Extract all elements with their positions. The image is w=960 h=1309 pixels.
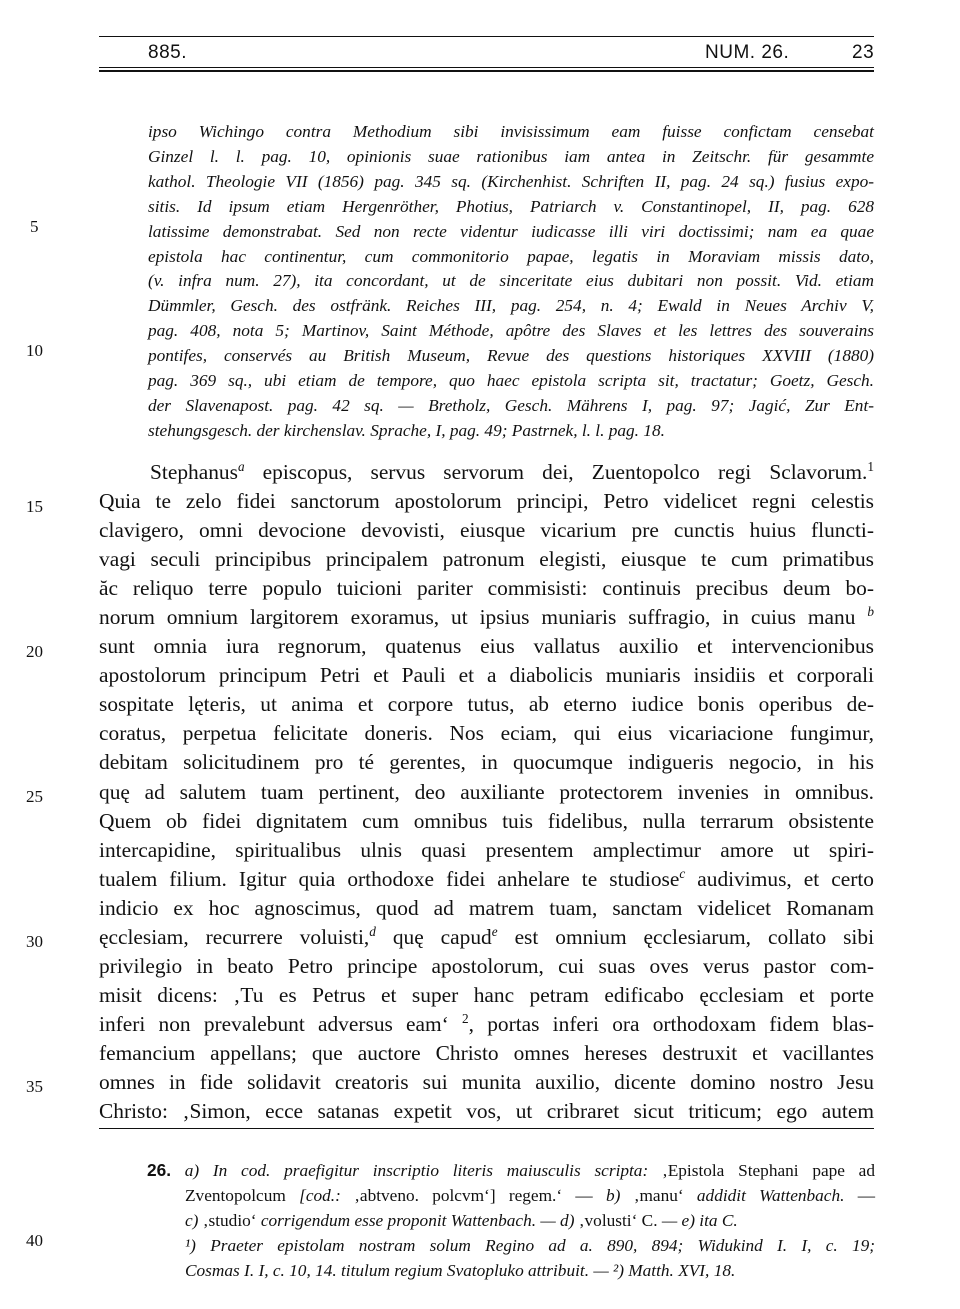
letter-line: vagi seculi principibus principalem patronum elegisti, eiusque te cum primatibus (99, 547, 874, 572)
intro-line: ipso Wichingo contra Methodium sibi invisissimum eam fuisse confictam censebat (148, 122, 874, 141)
letter-line: Quia te zelo fidei sanctorum apostolorum principi, Petro videlicet regni celestis (99, 489, 874, 514)
letter-line: femancium appellans; que auctore Christo omnes hereses destruxit et vacillantes (99, 1040, 874, 1065)
letter-line: Quem ob fidei dignitatem cum omnibus tuis fidelibus, nulla terrarum obsistente (99, 808, 874, 833)
intro-line: (v. infra num. 27), ita concordant, ut de sinceritate eius dubitari non possit. Vid. etiam (148, 271, 874, 291)
letter-line: privilegio in beato Petro principe apostolorum, cui suas oves verus pastor com- (99, 953, 874, 978)
intro-line: epistola hac continentur, cum commonitorio papae, legatis in Moraviam missis dato, (148, 246, 874, 266)
letter-line: norum omnium largitorem exoramus, ut ipsius muniaris suffragio, in cuius manu $^b$ (99, 604, 874, 630)
header-rule-2 (99, 70, 874, 72)
footnote-separator (99, 1128, 874, 1129)
intro-line: Ginzel l. l. pag. 10, opinionis suae rationibus iam antea in Zeitschr. für gesammte (148, 146, 874, 166)
letter-line: ęcclesiam, recurrere voluisti,$^d$ quę capud$^e$ est omnium ęcclesiarum, collato sibi (99, 923, 875, 949)
letter-line: debitam solicitudinem pro té gerentes, in quocumque indigueris negocio, in his (99, 750, 874, 775)
page-header-right: 23 (852, 42, 875, 63)
letter-line: sospitate lęteris, ut anima et corpore tutus, ab eterno iudice bonis operibus de- (99, 692, 874, 717)
letter-line: tualem filium. Igitur quia orthodoxe fidei anhelare te studiose$^c$ audivimus, et certo (99, 865, 875, 891)
page-header-center: NUM. 26. (705, 42, 790, 63)
main-text (99, 458, 874, 1126)
footnote-line: Zventopolcum [cod.: ‚abtveno. polcvm‘] regem.‘ — b) ‚manu‘ addidit Wattenbach. — (185, 1185, 876, 1205)
letter-title: Stephanus$^a$ episcopus, servus servorum dei, Zuentopolco regi Sclavorum.$^1$ (150, 458, 874, 484)
letter-line: sunt omnia iura regnorum, quatenus eius vallatus auxilio et intervencionibus (99, 634, 874, 659)
letter-line: quę ad salutem tuam pertinent, deo auxiliante protectorem invenies in omnibus. (99, 779, 874, 804)
line-number: 15 (26, 497, 43, 516)
letter-line: coratus, perpetua felicitate doneris. Nos eciam, qui eius vicariacione fungimur, (99, 721, 874, 746)
footnote-line: 26. a) In cod. praefigitur inscriptio literis maiusculis scripta: ‚Epistola Stephani pape ad (147, 1160, 875, 1180)
intro-line: Dümmler, Gesch. des ostfränk. Reiches III, pag. 254, n. 4; Ewald in Neues Archiv V, (148, 296, 874, 316)
intro-line: pag. 369 sq., ubi etiam de tempore, quo haec epistola scripta sit, tractatur; Goetz, Gesch. (148, 371, 874, 391)
line-number: 20 (26, 642, 43, 661)
line-number: 5 (30, 217, 39, 236)
page-header-left: 885. (148, 42, 187, 63)
letter-line: apostolorum principum Petri et Pauli et a diabolicis muniaris insidiis et corporali (99, 663, 874, 688)
letter-line: ăc reliquo terre populo tuicioni pariter commisisti: continuis precibus deum bo- (99, 576, 874, 601)
letter-line: Christo: ‚Simon, ecce satanas expetit vos, ut cribraret sicut triticum; ego autem (99, 1099, 874, 1124)
line-number: 30 (26, 932, 43, 951)
intro-line: kathol. Theologie VII (1856) pag. 345 sq. (Kirchenhist. Schriften II, pag. 24 sq.) fusius expo- (148, 171, 874, 191)
header-top-rule (99, 36, 874, 37)
footnotes (147, 1158, 876, 1284)
intro-commentary (148, 120, 874, 444)
letter-line: indicio ex hoc agnoscimus, quod ad matrem tuam, sanctam videlicet Romanam (99, 895, 874, 920)
intro-line: pontifes, conservés au British Museum, Revue des questions historiques XXVIII (1880) (148, 346, 874, 366)
footnote-line: Cosmas I. I, c. 10, 14. titulum regium Svatopluko attribuit. — ²) Matth. XVI, 18. (185, 1260, 736, 1280)
line-number: 40 (26, 1231, 43, 1250)
line-number: 10 (26, 341, 43, 360)
intro-line: latissime demonstrabat. Sed non recte videntur iudicasse illi viri doctissimi; nam ea quae (148, 221, 874, 241)
intro-line: stehungsgesch. der kirchenslav. Sprache, I, pag. 49; Pastrnek, l. l. pag. 18. (148, 420, 665, 440)
footnote-number: 26. (147, 1160, 172, 1180)
letter-line: intercapidine, spiritualibus ulnis quasi presentem amplectimur amore ut spiri- (99, 837, 874, 862)
letter-line: omnes in fide solidavit creatoris sui munita auxilio, dicente domino nostro Jesu (99, 1069, 874, 1094)
intro-line: sitis. Id ipsum etiam Hergenröther, Photius, Patriarch v. Constantinopel, II, pag. 628 (148, 196, 874, 216)
footnote-line: c) ‚studio‘ corrigendum esse proponit Wattenbach. — d) ‚volusti‘ C. — e) ita C. (185, 1210, 738, 1230)
line-number: 25 (26, 787, 43, 806)
intro-line: pag. 408, nota 5; Martinov, Saint Méthode, apôtre des Slaves et les lettres des souverains (148, 321, 874, 341)
footnote-line: ¹) Praeter epistolam nostram solum Regino ad a. 890, 894; Widukind I. I, c. 19; (185, 1235, 875, 1255)
header-rule-1 (99, 67, 874, 68)
letter-line: clavigero, omni devocione devovisti, eiusque vicarium pre cunctis huius fluncti- (99, 518, 874, 543)
letter-line: inferi non prevalebunt adversus eam‘ $^2$, portas inferi ora orthodoxam fidem blas- (99, 1010, 874, 1036)
line-number: 35 (26, 1077, 43, 1096)
intro-line: der Slavenapost. pag. 42 sq. — Bretholz, Gesch. Mährens I, pag. 97; Jagić, Zur Ent- (148, 395, 874, 415)
letter-line: misit dicens: ‚Tu es Petrus et super hanc petram edificabo ęcclesiam et porte (99, 982, 874, 1007)
